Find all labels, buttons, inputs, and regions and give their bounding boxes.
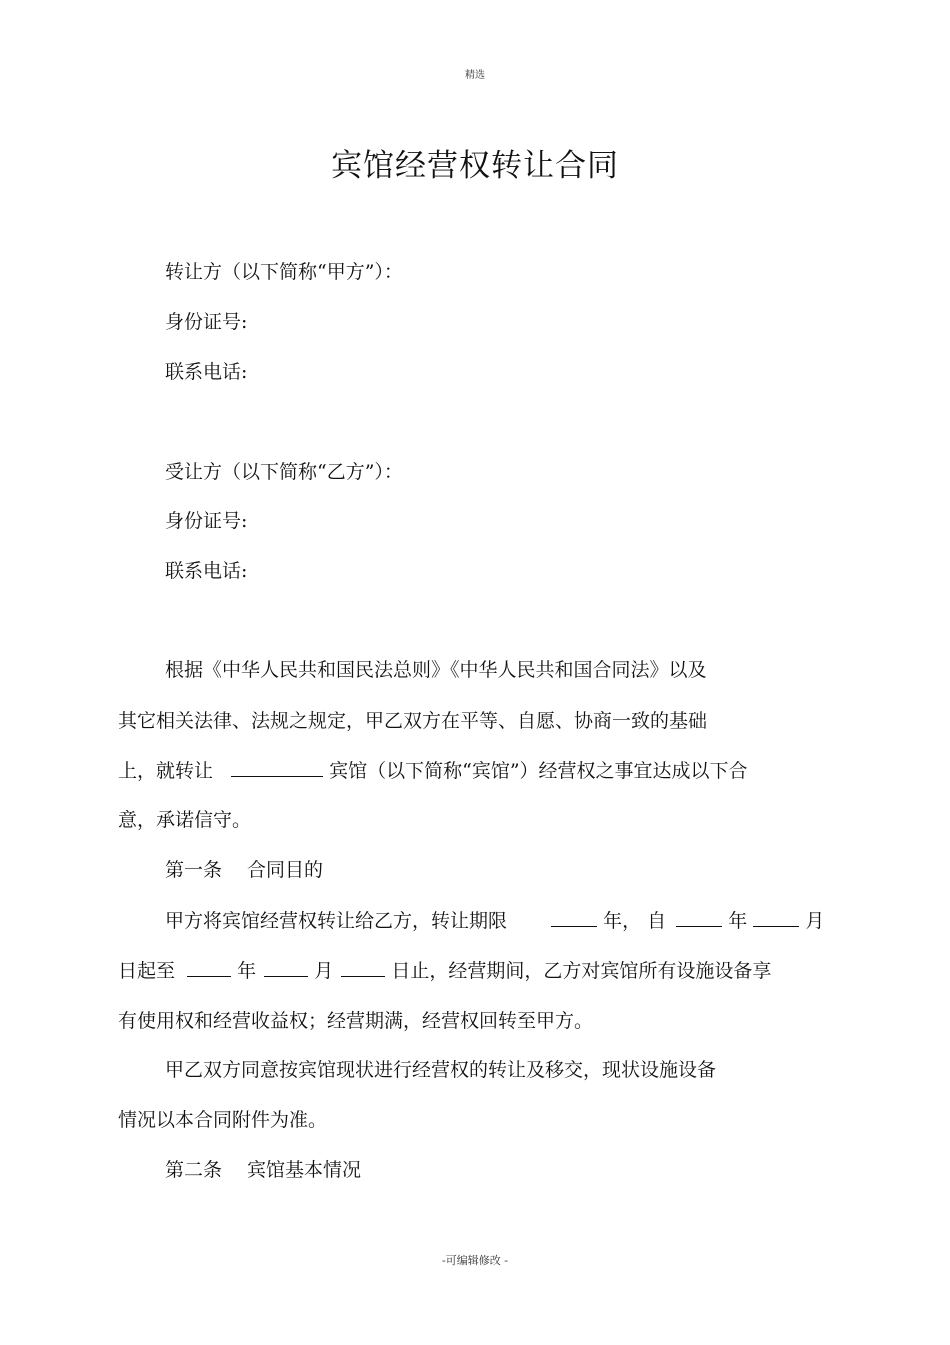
hotel-name-blank[interactable] bbox=[231, 758, 323, 777]
article-1-p1-line-1 bbox=[165, 908, 824, 933]
party-a-phone: 联系电话: bbox=[165, 361, 248, 383]
end-day-blank[interactable] bbox=[341, 958, 385, 977]
term-text: 甲方将宾馆经营权转让给乙方，转让期限 bbox=[165, 910, 508, 932]
party-a-id: 身份证号: bbox=[165, 311, 248, 333]
article-1-p1-line-2 bbox=[118, 958, 771, 983]
start-month-label: 月 bbox=[805, 910, 825, 932]
intro-line-3a: 上，就转让 bbox=[118, 760, 214, 782]
end-month-blank[interactable] bbox=[264, 958, 308, 977]
party-b-phone: 联系电话: bbox=[165, 560, 248, 582]
start-year-label: 年 bbox=[728, 910, 748, 932]
party-b-id: 身份证号: bbox=[165, 510, 248, 532]
end-year-label: 年 bbox=[237, 960, 257, 982]
end-day-text: 日止，经营期间，乙方对宾馆所有设施设备享 bbox=[391, 960, 772, 982]
end-year-blank[interactable] bbox=[187, 958, 231, 977]
page-footer: -可编辑修改 - bbox=[442, 1254, 508, 1267]
article-1-p2-line-2: 情况以本合同附件为准。 bbox=[118, 1109, 328, 1131]
start-month-blank[interactable] bbox=[753, 908, 799, 927]
intro-line-4: 意，承诺信守。 bbox=[118, 809, 252, 831]
start-day-text: 日起至 bbox=[118, 960, 176, 982]
party-a-label: 转让方（以下简称“甲方”）： bbox=[165, 261, 403, 283]
intro-line-2: 其它相关法律、法规之规定，甲乙双方在平等、自愿、协商一致的基础 bbox=[118, 710, 708, 732]
article-2-heading: 第二条 宾馆基本情况 bbox=[165, 1159, 362, 1181]
start-year-blank[interactable] bbox=[676, 908, 722, 927]
article-1-p1-line-3: 有使用权和经营收益权；经营期满，经营权回转至甲方。 bbox=[118, 1010, 594, 1032]
term-years-blank[interactable] bbox=[551, 908, 597, 927]
from-label: 自 bbox=[647, 910, 667, 932]
article-1-p2-line-1: 甲乙双方同意按宾馆现状进行经营权的转让及移交，现状设施设备 bbox=[165, 1059, 717, 1081]
article-1-heading: 第一条 合同目的 bbox=[165, 859, 324, 881]
intro-line-1: 根据《中华人民共和国民法总则》《中华人民共和国合同法》以及 bbox=[165, 659, 707, 681]
party-b-label: 受让方（以下简称“乙方”）： bbox=[165, 461, 403, 483]
document-title: 宾馆经营权转让合同 bbox=[331, 148, 619, 184]
intro-line-3b: 宾馆（以下简称“宾馆”）经营权之事宜达成以下合 bbox=[329, 760, 748, 782]
intro-line-3 bbox=[118, 758, 748, 783]
page-header: 精选 bbox=[465, 70, 485, 81]
end-month-label: 月 bbox=[314, 960, 334, 982]
term-year-label: 年， bbox=[603, 910, 642, 932]
